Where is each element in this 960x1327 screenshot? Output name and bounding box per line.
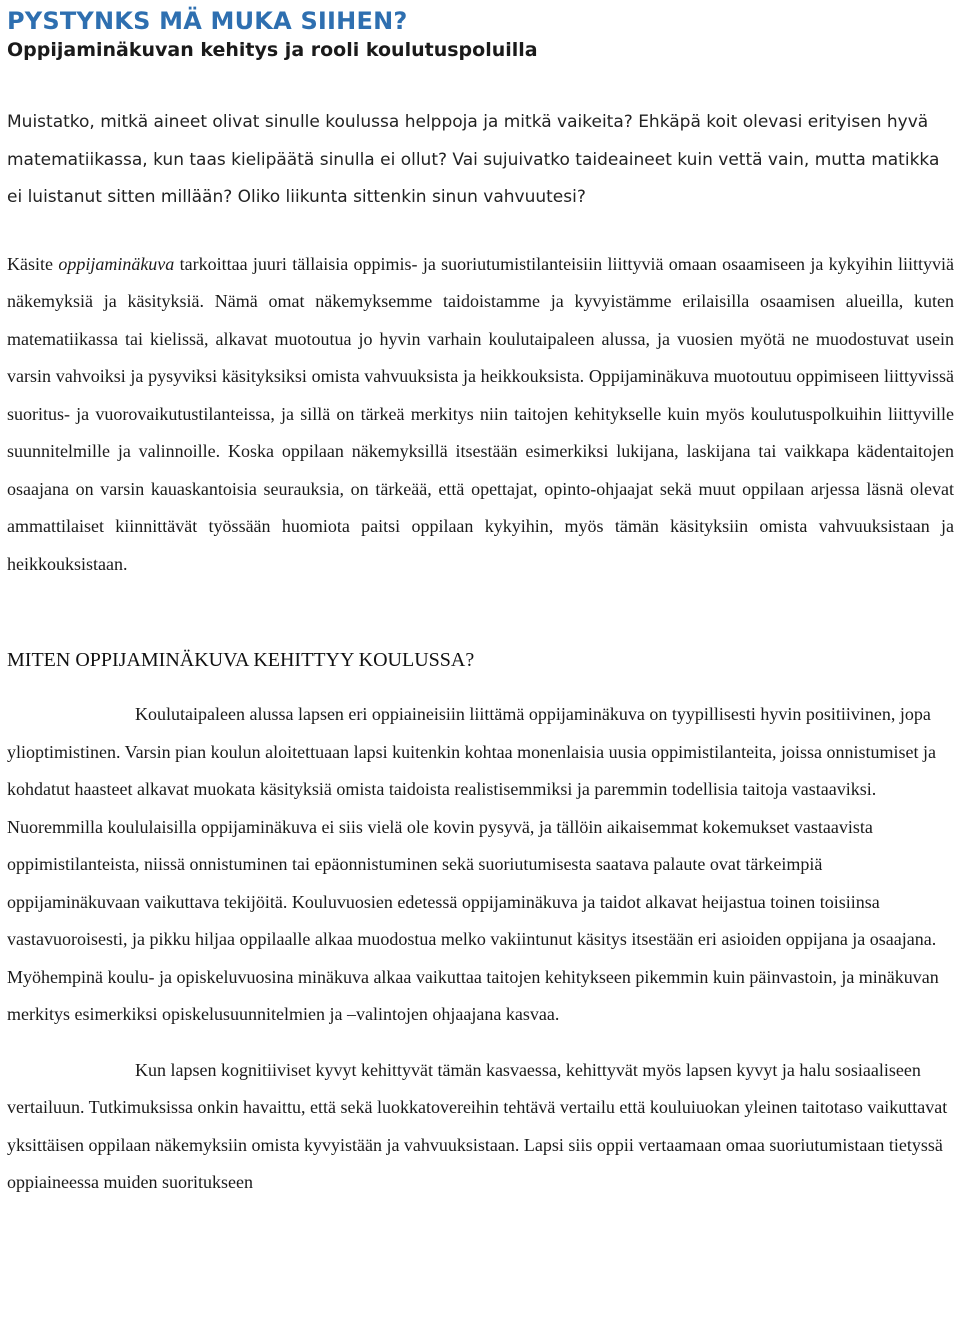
section-paragraph-2: Kun lapsen kognitiiviset kyvyt kehittyvät tämän kasvaessa, kehittyvät myös lapsen kyvyt ja halu sosiaaliseen vertailuun. Tutkimuksissa onkin havaittu, että sekä luokkatovereihin tehtävä vertailu että kouluiuokan yleinen taitotaso vaikuttavat yksittäisen oppilaan näkemyksiin omista kyvyistään ja vahvuuksistaan. Lapsi siis oppii vertaamaan omaa suoriutumistaan tietyssä oppiaineessa muiden suoritukseen: [7, 1059, 948, 1192]
intro-paragraph: Muistatko, mitkä aineet olivat sinulle koulussa helppoja ja mitkä vaikeita? Ehkäpä koit olevasi erityisen hyvä matematiikassa, kun taas kielipäätä sinulla ei ollut? Vai sujuivatko taideaineet kuin vettä vain, mutta matikka ei luistanut sitten millään? Oliko liikunta sittenkin sinun vahvuutesi?: [7, 112, 940, 207]
document-subtitle: Oppijaminäkuvan kehitys ja rooli koulutuspoluilla: [7, 39, 538, 61]
concept-term: oppijaminäkuva: [58, 253, 175, 274]
document-title: PYSTYNKS MÄ MUKA SIIHEN?: [7, 7, 408, 35]
concept-text: tarkoittaa juuri tällaisia oppimis- ja suoriutumistilanteisiin liittyviä omaan osaamiseen ja kykyihin liittyviä näkemyksiä ja käsityksiä. Nämä omat näkemyksemme taidoistamme ja kyvyistämme erilaisilla osaamisen alueilla, kuten matematiikassa tai kielissä, alkavat muotoutua jo hyvin varhain koulutaipaleen alussa, ja vuosien myötä ne muodostuvat usein varsin vahvoiksi ja pysyviksi käsityksiksi omista vahvuuksista ja heikkouksista. Oppijaminäkuva muotoutuu oppimiseen liittyvissä suoritus- ja vuorovaikutustilanteissa, ja sillä on tärkeä merkitys niin taitojen kehitykselle kuin myös koulutuspolkuihin liittyville suunnitelmille ja valinnoille. Koska oppilaan näkemyksillä itsestään esimerkiksi lukijana, laskijana tai vaikkapa kädentaitojen osaajana on varsin kauaskantoisia seurauksia, on tärkeää, että opettajat, opinto-ohjaajat sekä muut oppilaan arjessa läsnä olevat ammattilaiset kiinnittävät työssään huomiota paitsi oppilaan kykyihin, myös tämän käsityksiin omista vahvuuksistaan ja heikkouksistaan.: [7, 253, 955, 574]
concept-paragraph: [7, 246, 954, 584]
section-heading: MITEN OPPIJAMINÄKUVA KEHITTYY KOULUSSA?: [7, 649, 475, 671]
concept-lead: Käsite: [7, 253, 53, 274]
section-paragraph-1: Koulutaipaleen alussa lapsen eri oppiaineisiin liittämä oppijaminäkuva on tyypillisesti hyvin positiivinen, jopa ylioptimistinen. Varsin pian koulun aloitettuaan lapsi kuitenkin kohtaa monenlaisia uusia oppimistilanteita, joissa onnistumiset ja kohdatut haasteet alkavat muokata käsityksiä omista taidoista realistisemmiksi ja paremmin todellisia taitoja vastaaviksi. Nuoremmilla koululaisilla oppijaminäkuva ei siis vielä ole kovin pysyvä, ja tällöin aikaisemmat kokemukset vastaavista oppimistilanteista, niissä onnistuminen tai epäonnistuminen sekä suoriutumisesta saatava palaute ovat tärkeimpiä oppijaminäkuvaan vaikuttava tekijöitä. Kouluvuosien edetessä oppijaminäkuva ja taidot alkavat heijastua toinen toisiinsa vastavuoroisesti, ja pikku hiljaa oppilaalle alkaa muodostua melko vakiintunut käsitys itsestään eri asioiden oppijana ja osaajana. Myöhempinä koulu- ja opiskeluvuosina minäkuva alkaa vaikuttaa taitojen kehitykseen pikemmin kuin päinvastoin, ja minäkuvan merkitys esimerkiksi opiskelusuunnitelmien ja –valintojen ohjaajana kasvaa.: [7, 704, 939, 1024]
